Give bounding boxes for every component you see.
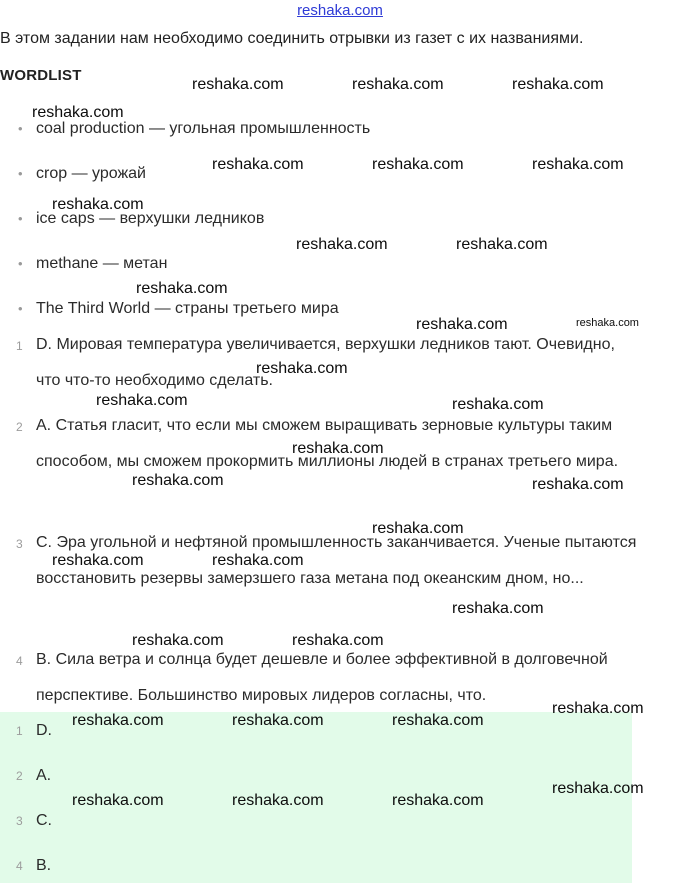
- wordlist-item: [18, 255, 167, 273]
- watermark: reshaka.com: [32, 104, 124, 121]
- bullet-icon: •: [18, 301, 23, 316]
- watermark: reshaka.com: [212, 552, 304, 569]
- watermark: reshaka.com: [372, 156, 464, 173]
- paragraph-text: D. Мировая температура увеличивается, верхушки ледников тают. Очевидно, что что-то необходимо сделать.: [36, 336, 615, 389]
- wordlist-item-text: crop — урожай: [36, 165, 146, 182]
- watermark: reshaka.com: [72, 712, 164, 729]
- watermark: reshaka.com: [456, 236, 548, 253]
- paragraph-number: 2: [16, 420, 23, 434]
- watermark: reshaka.com: [552, 700, 644, 717]
- bullet-icon: •: [18, 121, 23, 136]
- watermark: reshaka.com: [372, 520, 464, 537]
- answer-number: 1: [16, 724, 23, 738]
- paragraph-text: B. Сила ветра и солнца будет дешевле и более эффективной в долговечной перспективе. Большинство мировых лидеров согласны, что.: [36, 651, 608, 704]
- answer-number: 2: [16, 769, 23, 783]
- watermark: reshaka.com: [132, 632, 224, 649]
- wordlist-title: WORDLIST: [0, 67, 82, 84]
- answer-letter: A.: [36, 767, 52, 784]
- answer-letter: C.: [36, 812, 52, 829]
- wordlist-item-text: coal production — угольная промышленность: [36, 120, 371, 137]
- watermark: reshaka.com: [256, 360, 348, 377]
- watermark: reshaka.com: [96, 392, 188, 409]
- answer-letter: D.: [36, 722, 52, 739]
- watermark: reshaka.com: [192, 76, 284, 93]
- watermark: reshaka.com: [232, 712, 324, 729]
- watermark: reshaka.com: [552, 780, 644, 797]
- watermark: reshaka.com: [576, 317, 639, 329]
- watermark: reshaka.com: [392, 792, 484, 809]
- watermark: reshaka.com: [136, 280, 228, 297]
- wordlist-item-text: ice caps — верхушки ледников: [36, 210, 265, 227]
- wordlist-item-text: methane — метан: [36, 255, 168, 272]
- watermark: reshaka.com: [292, 632, 384, 649]
- answer-number: 4: [16, 859, 23, 873]
- watermark: reshaka.com: [452, 396, 544, 413]
- bullet-icon: •: [18, 211, 23, 226]
- bullet-icon: •: [18, 256, 23, 271]
- watermark: reshaka.com: [132, 472, 224, 489]
- wordlist-item-text: The Third World — страны третьего мира: [36, 300, 339, 317]
- watermark: reshaka.com: [52, 552, 144, 569]
- watermark: reshaka.com: [296, 236, 388, 253]
- watermark: reshaka.com: [52, 196, 144, 213]
- watermark: reshaka.com: [392, 712, 484, 729]
- bullet-icon: •: [18, 166, 23, 181]
- wordlist-item: [18, 120, 370, 138]
- task-intro: В этом задании нам необходимо соединить отрывки из газет с их названиями.: [0, 30, 584, 47]
- paragraph-number: 3: [16, 537, 23, 551]
- watermark: reshaka.com: [72, 792, 164, 809]
- answer-letter: B.: [36, 857, 52, 874]
- watermark: reshaka.com: [532, 156, 624, 173]
- paragraph-text: A. Статья гласит, что если мы сможем выращивать зерновые культуры таким способом, мы сможем прокормить миллионы людей в странах третьего мира.: [36, 417, 619, 470]
- watermark: reshaka.com: [232, 792, 324, 809]
- watermark: reshaka.com: [416, 316, 508, 333]
- watermark: reshaka.com: [512, 76, 604, 93]
- wordlist-item: [18, 300, 339, 318]
- wordlist-item: [18, 165, 146, 183]
- watermark: reshaka.com: [212, 156, 304, 173]
- answer-number: 3: [16, 814, 23, 828]
- site-link[interactable]: reshaka.com: [297, 2, 383, 19]
- watermark: reshaka.com: [292, 440, 384, 457]
- paragraph-number: 1: [16, 339, 23, 353]
- watermark: reshaka.com: [532, 476, 624, 493]
- paragraph-text: C. Эра угольной и нефтяной промышленность заканчивается. Ученые пытаются восстановить резервы замерзшего газа метана под океанским дном, но...: [36, 534, 637, 587]
- watermark: reshaka.com: [352, 76, 444, 93]
- watermark: reshaka.com: [452, 600, 544, 617]
- paragraph-number: 4: [16, 654, 23, 668]
